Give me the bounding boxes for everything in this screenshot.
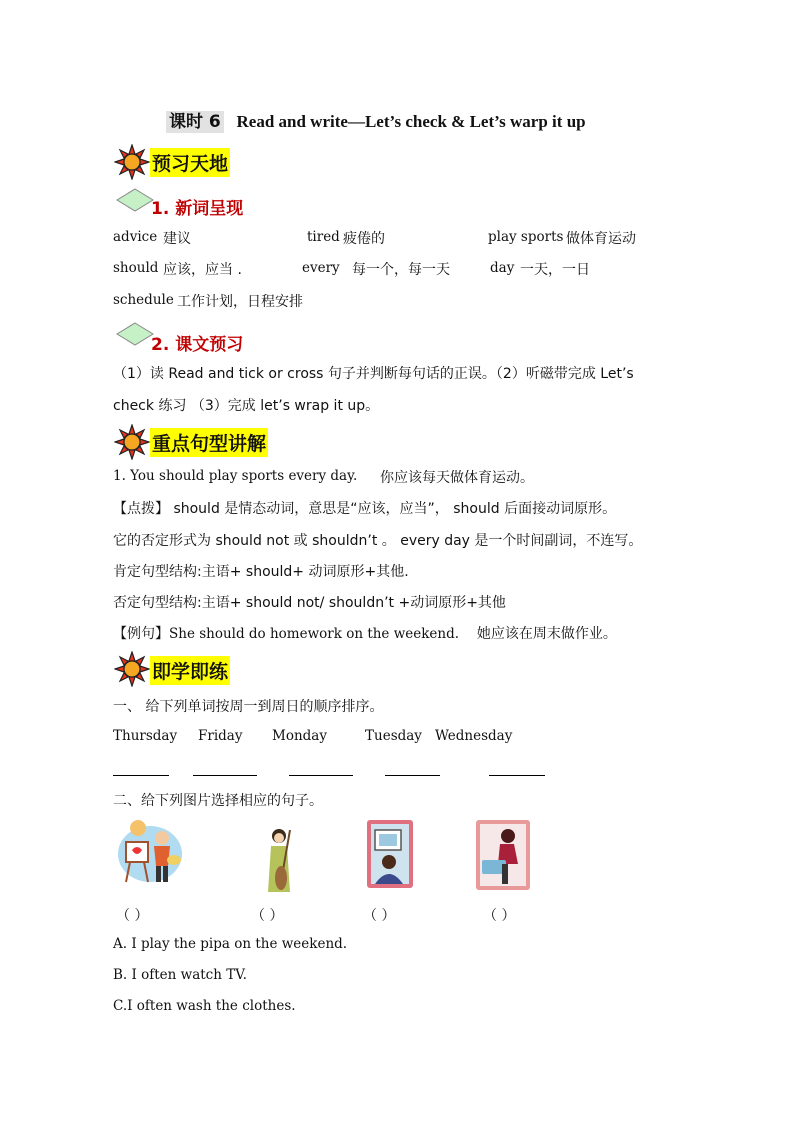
sun-icon [114,144,150,180]
tip-label: 【点拨】 [113,501,169,517]
painting-picture [116,816,184,886]
text-preview-heading: 2. 课文预习 [151,335,244,355]
word-en: every [302,260,340,276]
answer-blank[interactable] [289,775,353,776]
section-preview-heading: 预习天地 [150,148,230,177]
weekday-word: Thursday [113,728,178,744]
weekday-word: Monday [272,728,327,744]
word-cn: 工作计划，日程安排 [177,294,303,310]
example-line [113,623,617,643]
sun-icon [114,651,150,687]
text-preview-line: （1）读 Read and tick or cross 句子并判断每句话的正误。（2）听磁带完成 Let’s [113,366,634,382]
example-cn: 她应该在周末做作业。 [476,626,617,642]
lesson-number: 课时 6 [166,111,224,133]
word-cn: 做体育运动 [566,231,636,247]
answer-bracket[interactable]: （ ） [483,908,516,924]
word-en: schedule [113,292,174,308]
weekday-word: Friday [198,728,243,744]
word-en: day [490,260,515,276]
exercise2-prompt: 二、给下列图片选择相应的句子。 [113,793,323,809]
word-cn: 一天，一日 [520,262,590,278]
lesson-title: Read and write—Let’s check & Let’s warp it up [236,112,586,131]
key-sentence: 1. You should play sports every day. [113,468,358,484]
option-b: B. I often watch TV. [113,967,247,983]
watch-tv-picture [365,818,415,890]
word-cn: 每一个，每一天 [352,262,450,278]
key-sentence-translation: 你应该每天做体育运动。 [380,470,534,486]
exercise1-prompt: 一、 给下列单词按周一到周日的顺序排序。 [113,699,384,715]
word-cn: 建议 [163,231,191,247]
pipa-picture [262,826,302,894]
word-cn: 疲倦的 [343,231,385,247]
section-key-sentences-heading: 重点句型讲解 [150,428,268,457]
answer-blank[interactable] [193,775,257,776]
word-en: play sports [488,229,564,245]
tip-line [113,498,616,518]
weekday-word: Tuesday [365,728,422,744]
section-practice-heading: 即学即练 [150,656,230,685]
answer-bracket[interactable]: （ ） [116,908,149,924]
answer-blank[interactable] [385,775,440,776]
word-en: advice [113,229,158,245]
answer-blank[interactable] [489,775,545,776]
new-words-heading: 1. 新词呈现 [151,199,244,219]
example-label: 【例句】 [113,626,169,642]
option-c: C.I often wash the clothes. [113,998,296,1014]
negative-structure-line: 否定句型结构:主语+ should not/ shouldn’t +动词原形+其他 [113,595,506,611]
text-preview-line: check 练习 （3）完成 let’s wrap it up。 [113,398,380,414]
word-cn: 应该，应当 . [163,262,242,278]
wash-clothes-picture [474,818,532,892]
answer-blank[interactable] [113,775,169,776]
tip-text: should 是情态动词，意思是“应该，应当”， should 后面接动词原形。 [173,501,617,517]
negative-form-line: 它的否定形式为 should not 或 shouldn’t 。 every day 是一个时间副词，不连写。 [113,533,643,549]
example-en: She should do homework on the weekend. [169,626,460,642]
diamond-icon [116,188,154,212]
option-a: A. I play the pipa on the weekend. [113,936,348,952]
answer-bracket[interactable]: （ ） [251,908,284,924]
answer-bracket[interactable]: （ ） [363,908,396,924]
positive-structure-line: 肯定句型结构:主语+ should+ 动词原形+其他. [113,564,409,580]
weekday-word: Wednesday [435,728,513,744]
word-en: should [113,260,159,276]
diamond-icon [116,322,154,346]
page-title [166,107,586,132]
word-en: tired [307,229,340,245]
sun-icon [114,424,150,460]
